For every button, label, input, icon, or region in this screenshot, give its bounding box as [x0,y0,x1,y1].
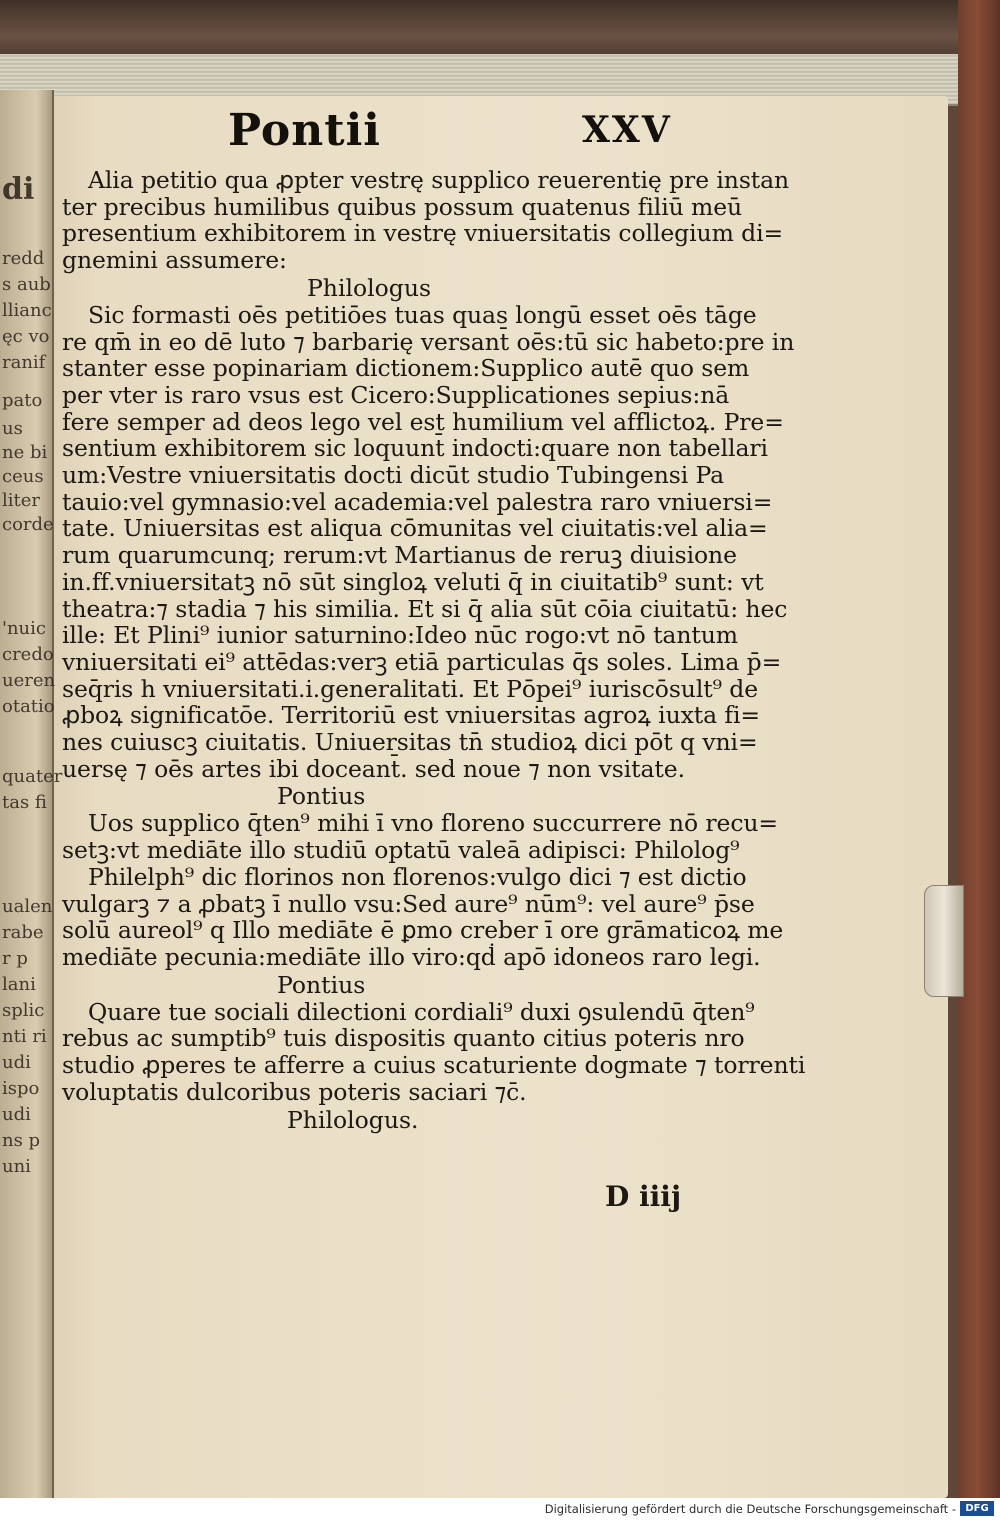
left-fragment: udi [2,1052,31,1073]
left-fragment: llianc [2,300,52,321]
book-cover-top [0,0,1000,60]
left-fragment: s aub [2,274,51,295]
left-fragment: ispo [2,1078,40,1099]
text-line: ter precibus humilibus quibus possum quatenus filiū meū [62,192,743,221]
text-line: presentium exhibitorem in vestrę vniuersitatis collegium di= [62,219,784,248]
text-line: solū aureol⁹ q Illo mediāte ē ꝑmo creber ī ore grāmaticoꝝ me [62,916,784,945]
text-line: um:Vestre vniuersitatis docti dicūt studio Tubingensi Pa [62,461,725,490]
running-head [62,105,742,167]
left-fragment: corde [2,514,54,535]
text-line: mediāte pecunia:mediāte illo viro:qḋ apō idoneos raro legi. [62,942,761,971]
text-line: gnemini assumere: [62,246,287,275]
text-line: ꝓboꝝ significatōe. Territoriū est vniuersitas agroꝝ iuxta fi= [62,701,760,730]
left-fragment: di [2,172,35,207]
left-fragment: otatio [2,696,55,717]
text-line: sentium exhibitorem sic loquunt̄ indocti:quare non tabellari [62,434,768,463]
page-text [62,105,806,1134]
running-head-title: Pontii [228,105,381,156]
text-line: per vter is raro vsus est Cicero:Supplicationes sepius:nā [62,380,730,409]
footer-credit: Digitalisierung gefördert durch die Deutsche Forschungsgemeinschaft - [544,1502,956,1516]
text-line: ille: Et Plini⁹ iunior saturnino:Ideo nūc rogo:vt nō tantum [62,621,738,650]
left-fragment: 'nuic [2,618,46,639]
text-line: Uos supplico q̄ten⁹ mihi ī vno floreno succurrere nō recu= [88,809,779,838]
left-fragment: ualen [2,896,53,917]
footer-bar [0,1498,1000,1520]
left-fragment: liter [2,490,41,511]
left-fragment: r p [2,948,28,969]
left-fragment: ęc vo [2,326,50,347]
left-fragment: uni [2,1156,31,1177]
text-line: Alia petitio qua ꝓpter vestrę supplico reuerentię pre instan [88,166,790,194]
left-fragment: redd [2,248,45,269]
text-line: uersę ⁊ oēs artes ibi doceant̄. sed noue ⁊ non vsitate. [62,754,685,783]
folio-number: XXV [582,109,672,151]
text-line: nes cuiuscꝫ ciuitatis. Uniuersitas tn̄ studioꝝ dici pōt q vni= [62,728,758,757]
left-fragment: ceus [2,466,44,487]
text-line: vulgarꝫ ⁊ a ꝓbatꝫ ī nullo vsu:Sed aure⁹ nūm⁹: vel aure⁹ p̄se [62,889,755,918]
left-fragment: ns p [2,1130,41,1151]
left-fragment: ranif [2,352,46,373]
text-line: tauio:vel gymnasio:vel academia:vel palestra raro vniuersi= [62,487,773,516]
left-fragment: udi [2,1104,31,1125]
left-fragment: pato [2,390,43,411]
text-line: Quare tue sociali dilectioni cordiali⁹ duxi ꝯsulendū q̄ten⁹ [88,997,755,1026]
text-line: theatra:⁊ stadia ⁊ his similia. Et si q̄ alia sūt cōia ciuitatū: hec [62,594,788,623]
speaker-heading: Philologus [307,273,432,302]
left-fragment: lani [2,974,36,995]
left-fragment: rabe [2,922,44,943]
text-line: Sic formasti oēs petitiōes tuas quas longū esset oēs tāge [88,300,757,329]
left-fragment: tas fi [2,792,47,813]
book-cover-right [958,0,1000,1498]
text-line: in.ff.vniuersitatꝫ nō sūt singloꝝ veluti q̄ in ciuitatib⁹ sunt: vt [62,567,764,596]
speaker-heading: Philologus. [287,1105,419,1134]
left-fragment: nti ri [2,1026,47,1047]
dfg-logo-icon: DFG [960,1501,994,1516]
text-line: stanter esse popinariam dictionem:Supplico autē quo sem [62,354,750,383]
text-line: rum quarumcunq; rerum:vt Martianus de reruꝫ diuisione [62,541,737,570]
text-line: Philelph⁹ dic florinos non florenos:vulgo dici ⁊ est dictio [88,862,747,891]
left-fragment: us [2,418,23,439]
text-line: fere semper ad deos lego vel est humilium vel afflictoꝝ. Pre= [62,407,784,436]
text-line: re qm̄ in eo dē luto ⁊ barbarię versant̄ oēs:tū sic habeto:pre in [62,327,795,356]
text-line: tate. Uniuersitas est aliqua cōmunitas vel ciuitatis:vel alia= [62,514,768,543]
left-fragment: quater [2,766,63,787]
text-line: vniuersitati ei⁹ attēdas:verꝫ etiā particulas q̄s soles. Lima p̄= [62,647,782,676]
left-fragment: credo [2,644,54,665]
signature-mark: D iiij [605,1180,682,1213]
facing-page-edge [0,90,63,1498]
left-fragment: splic [2,1000,45,1021]
book-clasp [924,885,964,997]
left-fragment: ne bi [2,442,48,463]
text-line: setꝫ:vt mediāte illo studiū optatū valeā adipisci: Philolog⁹ [62,836,740,865]
speaker-heading: Pontius [277,970,366,999]
text-line: rebus ac sumptib⁹ tuis dispositis quanto citius poteris nro [62,1024,745,1053]
text-line: studio ꝓperes te afferre a cuius scaturiente dogmate ⁊ torrenti [62,1051,806,1080]
text-line: seq̄ris h vniuersitati.i.generalitati. Et Pōpei⁹ iuriscōsult⁹ de [62,674,759,703]
speaker-heading: Pontius [277,782,366,811]
text-line: voluptatis dulcoribus poteris saciari ⁊c̄. [62,1077,527,1106]
left-fragment: ueren [2,670,56,691]
